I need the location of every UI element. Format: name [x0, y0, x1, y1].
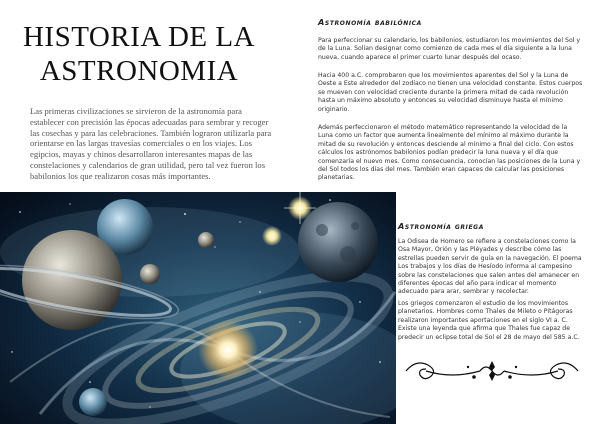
section-heading-griega: Astronomía griega — [398, 221, 484, 231]
griega-paragraph-2: Los griegos comenzaron el estudio de los movimientos planetarios. Hombres como Thales de Mileto o Pitágoras realizaron importantes aportaciones en el siglo VI a. C. Existe una leyenda que afirma que Thales fue capaz de predecir un eclipse total de Sol el 28 de mayo del 585 a.C. — [398, 300, 580, 341]
pale-planet — [262, 226, 282, 246]
section-heading-babilonica: Astronomía babilónica — [318, 17, 422, 27]
babilonica-paragraph-2: Hacia 400 a.C. comprobaron que los movimientos aparentes del Sol y la Luna de Oeste a Este alrededor del zodíaco no tienen una velocidad constante. Estos cuerpos se mueven con velocidad creciente durante la primera mitad de cada revolución hasta un máximo absoluto y entonces su velocidad disminuye hasta el mínimo originario. — [318, 72, 583, 113]
babilonica-paragraph-3: Además perfeccionaron el método matemático representando la velocidad de la Luna como un factor que aumenta linealmente del mínimo al máximo durante la mitad de su revolución y entonces desciende al mínimo a final del ciclo. Con estos cálculos los astrónomos babilonios podían predecir la luna nueva y el día que comenzaría el nuevo mes. Como consecuencia, conocían las posiciones de la Luna y del Sol todos los días del mes. También eran capaces de calcular las posiciones planetarias. — [318, 124, 581, 182]
intro-paragraph: Las primeras civilizaciones se sirvieron de la astronomía para establecer con precisión las épocas adecuadas para sembrar y recoger las cosechas y para las celebraciones. También lograron utilizarla para orientarse en las largas travesías comerciales o en los viajes. Los egipcios, mayas y chinos desarrollaron interesantes mapas de las constelaciones y calendarios de gran utilidad, pero tal vez fueron los babilonios los que realizaron cosas más importantes. — [30, 106, 272, 181]
dark-cratered-planet — [298, 202, 378, 282]
page-title: HISTORIA DE LA ASTRONOMIA — [22, 21, 256, 87]
griega-paragraph-1: La Odisea de Homero se refiere a constelaciones como la Osa Mayor, Orión y las Pléyades y describe cómo las estrellas pueden servir de guía en la navegación. El poema Los trabajos y los días de Hesíodo informa al campesino sobre las constelaciones que salen antes del amanecer en diferentes épocas del año para indicar el momento adecuado para arar, sembrar y recolectar. — [398, 238, 582, 296]
tiny-moon — [198, 232, 214, 248]
galaxy-and-planets-illustration — [0, 192, 396, 424]
flourish-divider — [402, 357, 582, 385]
lower-planet — [79, 388, 107, 416]
babilonica-paragraph-1: Para perfeccionar su calendario, los babilonios, estudiaron los movimientos del Sol y de la Luna. Solían designar como comienzo de cada mes el día siguiente a la luna nueva, cuando aparece el primer cuarto lunar después del ocaso. — [318, 37, 581, 61]
small-moon — [140, 264, 160, 284]
